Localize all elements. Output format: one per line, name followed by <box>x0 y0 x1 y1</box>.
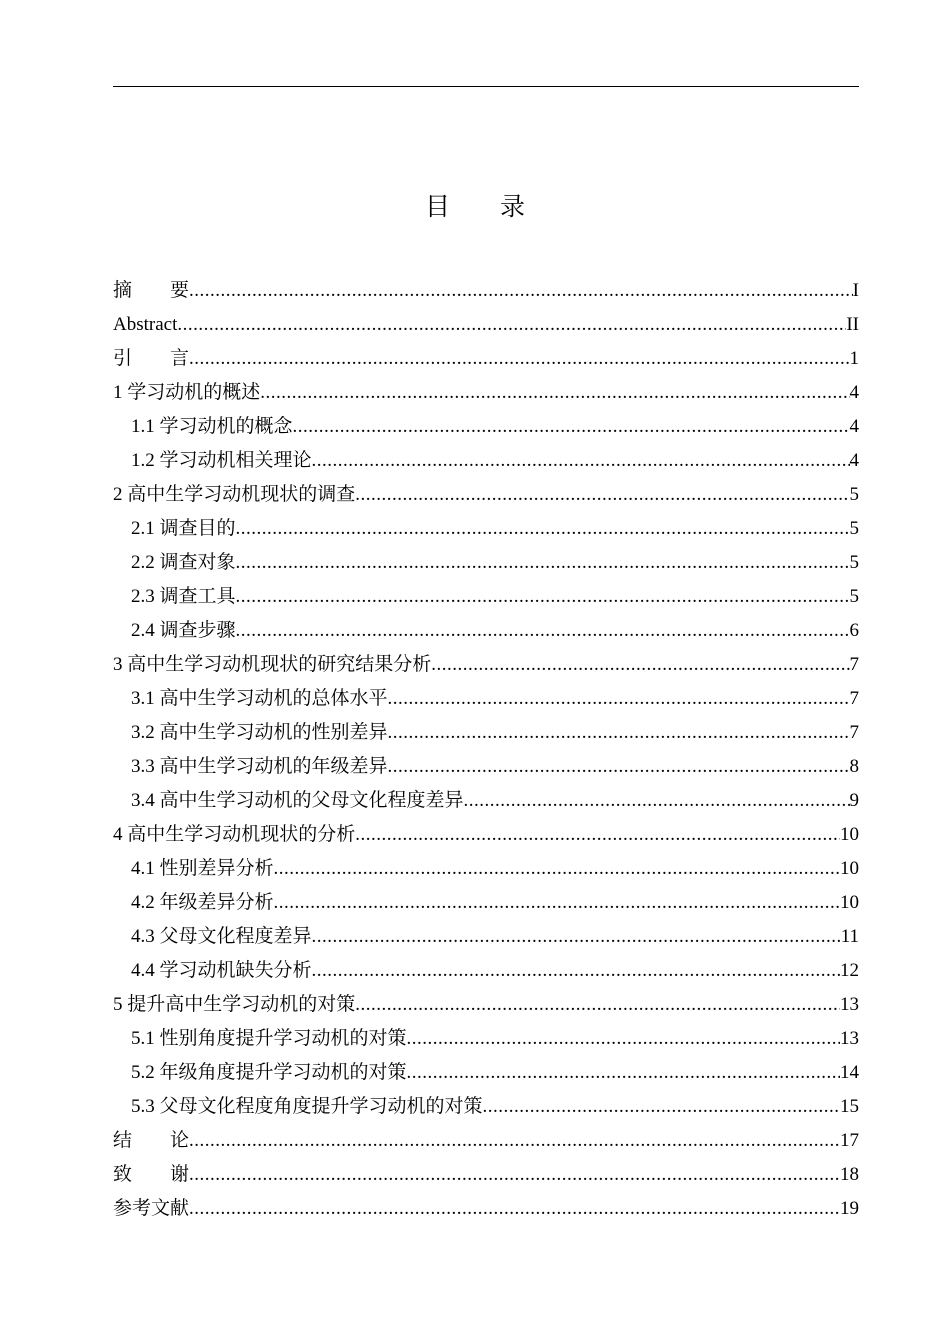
toc-entry-page: 13 <box>840 1028 859 1049</box>
toc-dot-leader <box>236 546 850 580</box>
toc-entry[interactable] <box>113 852 859 886</box>
toc-dot-leader <box>464 784 850 818</box>
toc-entry-page: II <box>846 314 859 335</box>
toc-entry[interactable] <box>113 648 859 682</box>
toc-dot-leader <box>177 308 846 342</box>
toc-entry-page: 5 <box>849 586 859 607</box>
toc-entry-label: 1 学习动机的概述 <box>113 382 261 403</box>
toc-entry[interactable] <box>113 614 859 648</box>
toc-entry-label: 2.2 调查对象 <box>131 552 236 573</box>
toc-entry-page: 7 <box>849 688 859 709</box>
toc-dot-leader <box>189 274 853 308</box>
toc-entry-page: 17 <box>840 1130 859 1151</box>
toc-entry[interactable] <box>113 1192 859 1226</box>
toc-entry-page: 10 <box>840 824 859 845</box>
toc-dot-leader <box>388 682 850 716</box>
toc-dot-leader <box>274 852 840 886</box>
toc-entry-page: 10 <box>840 892 859 913</box>
toc-entry-label: 3 高中生学习动机现状的研究结果分析 <box>113 654 432 675</box>
toc-dot-leader <box>189 1192 840 1226</box>
table-of-contents <box>113 274 859 1226</box>
toc-entry-label: 2.3 调查工具 <box>131 586 236 607</box>
toc-dot-leader <box>189 342 849 376</box>
toc-entry-label: 1.2 学习动机相关理论 <box>131 450 312 471</box>
toc-entry-label: 致 谢 <box>113 1164 190 1185</box>
toc-dot-leader <box>388 750 850 784</box>
toc-entry[interactable] <box>113 580 859 614</box>
toc-entry[interactable] <box>113 1124 859 1158</box>
toc-entry[interactable] <box>113 342 859 376</box>
toc-dot-leader <box>293 410 850 444</box>
toc-entry-label: 3.3 高中生学习动机的年级差异 <box>131 756 388 777</box>
toc-entry-label: 引 言 <box>113 348 190 369</box>
toc-entry[interactable] <box>113 308 859 342</box>
toc-entry-label: 5.1 性别角度提升学习动机的对策 <box>131 1028 407 1049</box>
toc-dot-leader <box>189 1124 840 1158</box>
toc-dot-leader <box>312 954 840 988</box>
toc-entry-label: 2 高中生学习动机现状的调查 <box>113 484 356 505</box>
toc-entry-label: 2.4 调查步骤 <box>131 620 236 641</box>
toc-entry-label: 2.1 调查目的 <box>131 518 236 539</box>
toc-entry-page: 19 <box>840 1198 859 1219</box>
toc-entry[interactable] <box>113 818 859 852</box>
toc-dot-leader <box>355 478 849 512</box>
toc-entry-label: 结 论 <box>113 1130 190 1151</box>
toc-entry-page: 7 <box>849 654 859 675</box>
toc-entry-page: 12 <box>840 960 859 981</box>
toc-entry[interactable] <box>113 1158 859 1192</box>
toc-entry-page: 14 <box>840 1062 859 1083</box>
toc-entry-page: 11 <box>840 926 859 947</box>
toc-dot-leader <box>355 818 840 852</box>
toc-entry-label: 4.4 学习动机缺失分析 <box>131 960 312 981</box>
header-rule <box>113 86 859 87</box>
toc-entry[interactable] <box>113 444 859 478</box>
toc-dot-leader <box>274 886 840 920</box>
toc-entry-page: 6 <box>849 620 859 641</box>
toc-entry-label: 参考文献 <box>113 1198 190 1219</box>
toc-entry[interactable] <box>113 988 859 1022</box>
toc-entry-label: 3.1 高中生学习动机的总体水平 <box>131 688 388 709</box>
toc-entry-label: 摘 要 <box>113 280 190 301</box>
toc-entry-page: 5 <box>849 484 859 505</box>
toc-entry[interactable] <box>113 954 859 988</box>
toc-entry-page: 9 <box>849 790 859 811</box>
toc-entry-page: 13 <box>840 994 859 1015</box>
toc-dot-leader <box>431 648 849 682</box>
toc-entry-label: 5 提升高中生学习动机的对策 <box>113 994 356 1015</box>
toc-entry-page: 5 <box>849 518 859 539</box>
toc-entry[interactable] <box>113 376 859 410</box>
toc-entry[interactable] <box>113 886 859 920</box>
toc-dot-leader <box>388 716 850 750</box>
toc-dot-leader <box>407 1056 840 1090</box>
toc-entry-label: 3.4 高中生学习动机的父母文化程度差异 <box>131 790 464 811</box>
toc-dot-leader <box>312 920 841 954</box>
toc-entry[interactable] <box>113 546 859 580</box>
toc-entry-page: 5 <box>849 552 859 573</box>
toc-entry[interactable] <box>113 1090 859 1124</box>
toc-entry-label: 5.2 年级角度提升学习动机的对策 <box>131 1062 407 1083</box>
toc-entry-page: 4 <box>849 416 859 437</box>
toc-entry[interactable] <box>113 1022 859 1056</box>
toc-dot-leader <box>312 444 850 478</box>
toc-entry[interactable] <box>113 1056 859 1090</box>
toc-entry-label: 1.1 学习动机的概念 <box>131 416 293 437</box>
toc-dot-leader <box>407 1022 840 1056</box>
toc-entry-label: Abstract <box>113 314 178 335</box>
toc-dot-leader <box>355 988 840 1022</box>
toc-dot-leader <box>236 580 850 614</box>
toc-dot-leader <box>260 376 849 410</box>
toc-entry[interactable] <box>113 410 859 444</box>
toc-entry-label: 4.3 父母文化程度差异 <box>131 926 312 947</box>
toc-entry-label: 3.2 高中生学习动机的性别差异 <box>131 722 388 743</box>
toc-title: 目 录 <box>424 194 525 221</box>
toc-entry-page: 7 <box>849 722 859 743</box>
toc-entry[interactable] <box>113 274 859 308</box>
toc-dot-leader <box>189 1158 840 1192</box>
toc-entry[interactable] <box>113 716 859 750</box>
toc-dot-leader <box>236 512 850 546</box>
toc-entry[interactable] <box>113 920 859 954</box>
toc-entry-page: I <box>852 280 859 301</box>
toc-entry-page: 18 <box>840 1164 859 1185</box>
toc-entry-page: 15 <box>840 1096 859 1117</box>
toc-entry[interactable] <box>113 682 859 716</box>
toc-entry-page: 10 <box>840 858 859 879</box>
toc-entry-label: 4.2 年级差异分析 <box>131 892 274 913</box>
toc-entry-label: 4.1 性别差异分析 <box>131 858 274 879</box>
toc-entry-label: 4 高中生学习动机现状的分析 <box>113 824 356 845</box>
toc-entry-page: 8 <box>849 756 859 777</box>
toc-entry[interactable] <box>113 784 859 818</box>
toc-entry[interactable] <box>113 512 859 546</box>
toc-entry-page: 1 <box>849 348 859 369</box>
toc-entry-page: 4 <box>849 382 859 403</box>
toc-entry-label: 5.3 父母文化程度角度提升学习动机的对策 <box>131 1096 483 1117</box>
toc-entry[interactable] <box>113 478 859 512</box>
toc-entry[interactable] <box>113 750 859 784</box>
toc-dot-leader <box>483 1090 840 1124</box>
toc-dot-leader <box>236 614 850 648</box>
toc-entry-page: 4 <box>849 450 859 471</box>
